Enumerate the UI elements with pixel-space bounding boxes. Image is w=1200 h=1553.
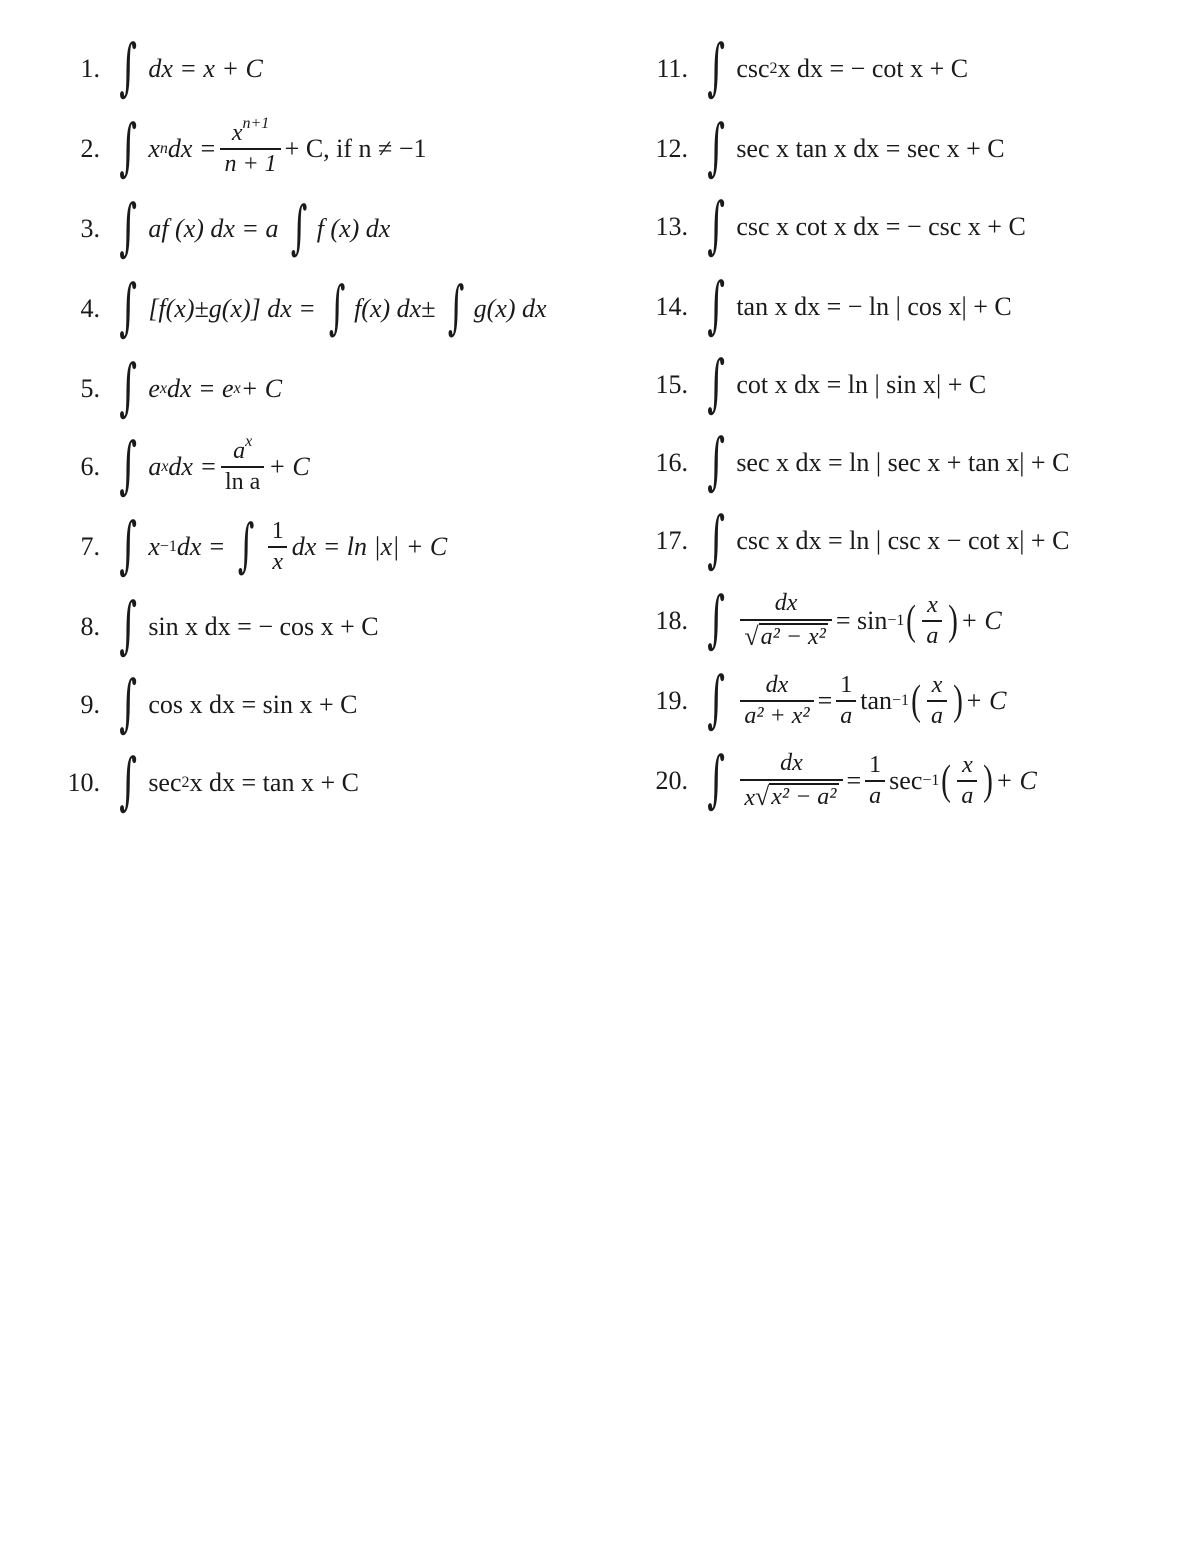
- function: sec: [148, 768, 182, 797]
- numerator: dx: [765, 671, 789, 698]
- formula-number: 17.: [655, 526, 688, 555]
- formula-number: 8.: [80, 612, 100, 641]
- left-paren: (: [906, 598, 917, 644]
- formula-15: [0, 346, 986, 424]
- numerator: x: [962, 751, 973, 778]
- constant-condition: + C, if n ≠ −1: [284, 134, 427, 163]
- equals: =: [817, 686, 833, 715]
- fraction: [740, 751, 842, 810]
- formula-number: 16.: [655, 448, 688, 477]
- numerator: 1: [869, 751, 882, 778]
- numerator: dx: [780, 750, 803, 777]
- integral-sign: ∫: [291, 193, 308, 261]
- fraction: [922, 593, 942, 649]
- formula-number: 1.: [80, 54, 100, 83]
- radicand: a² − x²: [760, 623, 826, 650]
- right-paren: ): [948, 598, 959, 644]
- numerator: dx: [774, 590, 798, 617]
- formula-number: 15.: [655, 370, 688, 399]
- integral-sign: ∫: [119, 588, 138, 661]
- integral-sign: ∫: [448, 273, 465, 341]
- fraction: [740, 591, 832, 650]
- dx-equals: dx = e: [166, 374, 234, 403]
- formula-17: [0, 502, 1069, 580]
- base: e: [148, 374, 160, 403]
- formula-expression: dx = x + C: [148, 54, 263, 83]
- integral-sign: ∫: [119, 350, 138, 423]
- formula-expression: csc x dx = ln | csc x − cot x| + C: [736, 526, 1070, 555]
- formula-number: 14.: [655, 292, 688, 321]
- base: x: [148, 134, 160, 163]
- constant: + C: [965, 686, 1007, 715]
- integral-sign: ∫: [119, 30, 138, 103]
- formula-number: 13.: [655, 212, 688, 241]
- formula-number: 6.: [80, 452, 100, 481]
- lhs: af (x) dx = a: [148, 214, 279, 243]
- integral-sign: ∫: [707, 424, 726, 497]
- formula-number: 19.: [655, 686, 688, 715]
- denominator: a² + x²: [740, 700, 813, 729]
- denominator: a: [922, 620, 942, 649]
- formula-number: 5.: [80, 374, 100, 403]
- integral-sign: ∫: [707, 188, 726, 261]
- rhs: dx = ln |x| + C: [291, 532, 448, 561]
- integral-sign: ∫: [707, 346, 726, 419]
- formula-5: 5. ∫ e x dx = e x + C: [0, 350, 282, 428]
- formula-number: 11.: [656, 54, 688, 83]
- fraction: [865, 753, 885, 809]
- formula-number: 9.: [80, 690, 100, 719]
- numerator: 1: [840, 671, 853, 698]
- formula-19: 19. ∫ $\frac{dx}{\text{a² + x²}}$ = $\frac{1}{a}$ tan −1 ( $\frac{x}{a}$ ) + C: [0, 662, 1006, 740]
- numerator: x: [931, 671, 943, 698]
- function: tan: [860, 686, 892, 715]
- base: a: [148, 452, 162, 481]
- sqrt-sign: √: [744, 621, 759, 651]
- formula-expression: sec x dx = ln | sec x + tan x| + C: [736, 448, 1070, 477]
- formula-14: [0, 268, 1012, 346]
- denominator: ln a: [221, 466, 264, 495]
- function: sec: [889, 766, 923, 795]
- denominator: n + 1: [220, 148, 280, 177]
- formula-6: 6. ∫ a x dx = $\frac{a^x}{\text{ln a}}$ + C: [0, 428, 310, 506]
- formula-expression: cot x dx = ln | sin x| + C: [736, 370, 987, 399]
- integral-sign: ∫: [707, 742, 726, 815]
- integral-sign: ∫: [707, 268, 726, 341]
- formula-number: 4.: [80, 294, 100, 323]
- integral-sign: ∫: [707, 30, 726, 103]
- rhs: x dx = tan x + C: [189, 768, 359, 797]
- rhs: f (x) dx: [316, 214, 391, 243]
- constant: + C: [995, 766, 1037, 795]
- formula-number: 12.: [655, 134, 688, 163]
- integral-sign: ∫: [119, 428, 138, 501]
- constant: + C: [240, 374, 283, 403]
- base: x: [148, 532, 160, 561]
- formula-20: 20. ∫ dx x √ x² − a² = $\frac{1}{a}$ sec −1 ( $\frac{x}{a}$ ) + C: [0, 742, 1037, 820]
- radicand: x² − a²: [771, 783, 837, 810]
- sqrt-sign: √: [754, 781, 770, 811]
- lhs: [f(x)±g(x)] dx =: [148, 294, 316, 323]
- numerator: 1: [271, 517, 284, 544]
- formula-11: 11. ∫ csc 2 x dx = − cot x + C: [0, 30, 968, 108]
- rhs-part-2: g(x) dx: [473, 294, 547, 323]
- integral-sign: ∫: [119, 110, 138, 183]
- left-paren: (: [941, 758, 952, 804]
- function: csc: [736, 54, 770, 83]
- formula-7: 7. ∫ x −1 dx = ∫ $\frac{1}{x}$ dx = ln |x| + C: [0, 508, 447, 586]
- formula-number: 3.: [80, 214, 100, 243]
- formula-2: 2. ∫ x n dx = $\frac{x^{n+1}}{n + 1}$ + C, if n ≠ −1: [0, 110, 426, 188]
- integral-sign: ∫: [328, 273, 346, 341]
- integral-sign: ∫: [707, 110, 726, 183]
- constant: + C: [268, 452, 310, 481]
- fraction: [957, 753, 977, 809]
- integral-sign: ∫: [119, 508, 138, 581]
- denominator-factor: x: [744, 784, 755, 811]
- numerator: x: [927, 591, 938, 618]
- fraction: [927, 673, 947, 729]
- fraction: [740, 673, 813, 729]
- denominator: a: [865, 780, 885, 809]
- formula-number: 2.: [80, 134, 100, 163]
- integral-sign: ∫: [119, 270, 138, 343]
- constant: + C: [960, 606, 1002, 635]
- numerator-exponent: n+1: [242, 114, 270, 132]
- formula-expression: tan x dx = − ln | cos x| + C: [736, 292, 1012, 321]
- formula-number: 18.: [655, 606, 688, 635]
- formula-number: 20.: [655, 766, 688, 795]
- integral-sign: ∫: [119, 744, 138, 817]
- rhs: x dx = − cot x + C: [777, 54, 969, 83]
- dx-equals: dx =: [168, 452, 218, 481]
- numerator: x: [231, 119, 243, 146]
- integral-sign: ∫: [707, 662, 726, 735]
- rhs-part-1: f(x) dx±: [354, 294, 436, 323]
- formula-number: 10.: [67, 768, 100, 797]
- integral-sign: ∫: [119, 666, 138, 739]
- denominator: x: [268, 546, 287, 575]
- equals-function: = sin: [835, 606, 888, 635]
- dx-equals: dx =: [176, 532, 226, 561]
- formula-number: 7.: [80, 532, 100, 561]
- equals: =: [846, 766, 862, 795]
- integral-sign: ∫: [119, 190, 138, 263]
- formula-expression: sec x tan x dx = sec x + C: [736, 134, 1005, 163]
- integral-sign: ∫: [707, 502, 726, 575]
- formula-expression: csc x cot x dx = − csc x + C: [736, 212, 1026, 241]
- formula-16: [0, 424, 1069, 502]
- numerator-exponent: x: [245, 432, 253, 450]
- formula-12: [0, 110, 1005, 188]
- denominator: a: [927, 700, 947, 729]
- denominator: a: [957, 780, 977, 809]
- right-paren: ): [953, 678, 963, 724]
- formula-13: [0, 188, 1026, 266]
- integral-sign: ∫: [238, 511, 255, 579]
- formula-18: 18. ∫ dx √ a² − x² = sin −1 ( $\frac{x}{a}$ ) + C: [0, 582, 1002, 660]
- formula-expression: sin x dx = − cos x + C: [148, 612, 379, 641]
- formula-10: 10. ∫ sec 2 x dx = tan x + C: [0, 744, 359, 822]
- dx-equals: dx =: [167, 134, 217, 163]
- denominator: a: [836, 700, 856, 729]
- fraction: [836, 673, 856, 729]
- left-paren: (: [911, 678, 921, 724]
- right-paren: ): [983, 758, 994, 804]
- formula-expression: cos x dx = sin x + C: [148, 690, 358, 719]
- numerator: a: [233, 437, 246, 464]
- integral-sign: ∫: [707, 582, 726, 655]
